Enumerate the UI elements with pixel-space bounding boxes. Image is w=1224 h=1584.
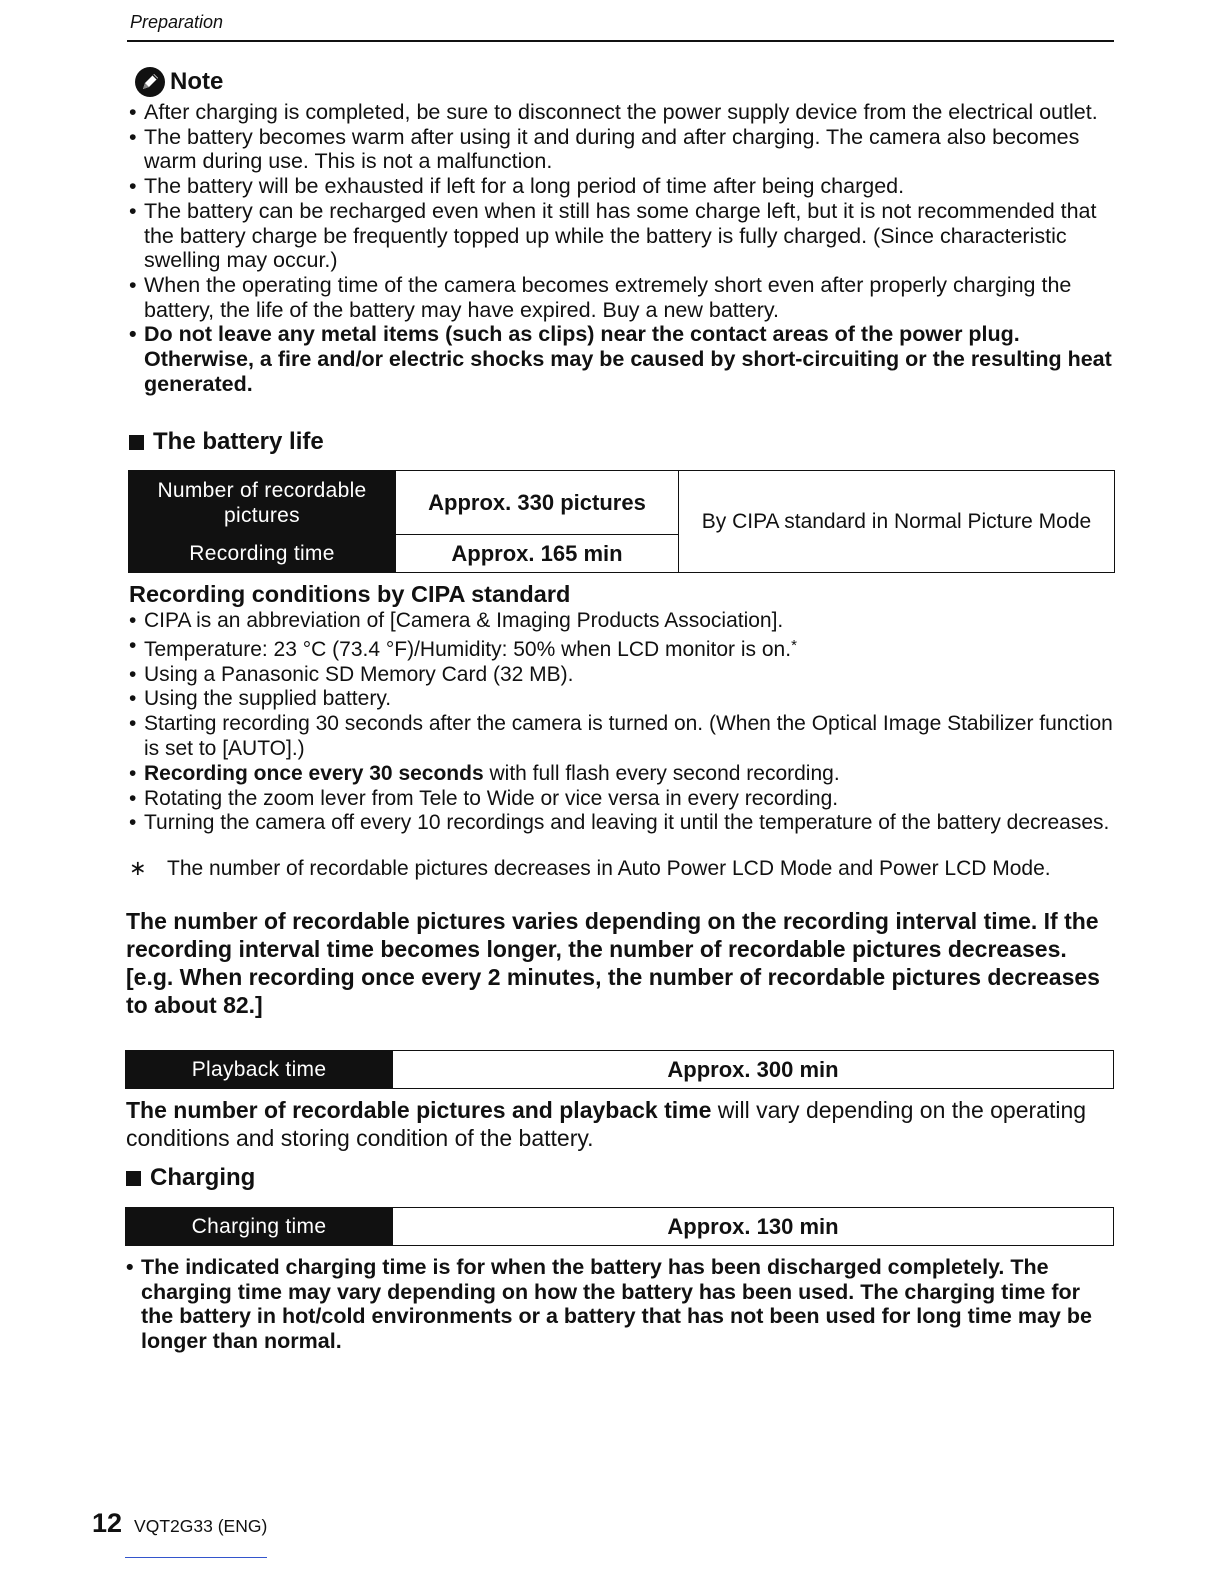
condition-item: • Using a Panasonic SD Memory Card (32 MB). <box>129 663 1115 688</box>
footnote-asterisk-icon: ∗ <box>129 857 147 880</box>
charging-time-label: Charging time <box>126 1208 393 1246</box>
table-row <box>126 1208 1114 1246</box>
condition-item: • Starting recording 30 seconds after the camera is turned on. (When the Optical Image Stabilizer function is set to [AUTO].) <box>129 712 1115 762</box>
battery-life-heading <box>129 428 324 456</box>
condition-text: with full flash every second recording. <box>489 761 840 785</box>
charging-notes <box>126 1255 1116 1354</box>
condition-item: • Rotating the zoom lever from Tele to Wide or vice versa in every recording. <box>129 787 1115 812</box>
playback-time-value: Approx. 300 min <box>393 1051 1114 1089</box>
footer-rule <box>125 1557 267 1558</box>
square-bullet-icon <box>126 1171 141 1186</box>
playback-note-rest: will vary depending on the operating conditions and storing condition of the battery. <box>126 1097 1087 1151</box>
battery-life-table <box>128 470 1115 573</box>
note-list <box>129 100 1115 396</box>
charging-time-table <box>125 1207 1114 1246</box>
condition-text: Temperature: 23 °C (73.4 °F)/Humidity: 50% when LCD monitor is on. <box>144 637 792 661</box>
playback-note <box>126 1096 1116 1152</box>
note-title: Note <box>170 68 224 95</box>
recordable-pictures-value: Approx. 330 pictures <box>396 471 679 535</box>
note-item: • The battery will be exhausted if left for a long period of time after being charged. <box>129 174 1115 199</box>
section-header: Preparation <box>130 12 224 32</box>
condition-item <box>129 762 1115 787</box>
page-number: 12 <box>92 1508 123 1538</box>
condition-item: • Using the supplied battery. <box>129 687 1115 712</box>
recording-time-label: Recording time <box>129 535 396 573</box>
playback-time-table <box>125 1050 1114 1089</box>
asterisk-mark: * <box>791 636 797 654</box>
footnote-text: The number of recordable pictures decreases in Auto Power LCD Mode and Power LCD Mode. <box>167 857 1051 880</box>
table-row <box>126 1051 1114 1089</box>
note-item-warning: • Do not leave any metal items (such as clips) near the contact areas of the power plug. Otherwise, a fire and/or electric shocks may be caused by short-circuiting or the resulting heat generated. <box>129 322 1115 396</box>
cipa-note-cell: By CIPA standard in Normal Picture Mode <box>679 471 1115 573</box>
recording-conditions-list <box>129 609 1115 836</box>
note-item: • After charging is completed, be sure to disconnect the power supply device from the electrical outlet. <box>129 100 1115 125</box>
asterisk-footnote <box>129 856 1109 881</box>
battery-life-title: The battery life <box>153 428 324 455</box>
table-row <box>129 471 1115 535</box>
note-heading <box>134 66 223 98</box>
charging-note-item: • The indicated charging time is for when the battery has been discharged completely. The charging time may vary depending on how the battery has been used. The charging time for the battery in hot/cold environments or a battery that has not been used for long time may be longer than normal. <box>126 1255 1116 1354</box>
note-item: • The battery becomes warm after using it and during and after charging. The camera also becomes warm during use. This is not a malfunction. <box>129 125 1115 174</box>
note-item: • The battery can be recharged even when it still has some charge left, but it is not recommended that the battery charge be frequently topped up while the battery is fully charged. (Since characteristic swelling may occur.) <box>129 199 1115 273</box>
header-rule <box>127 40 1114 42</box>
note-pencil-icon <box>134 66 166 98</box>
condition-item: • Turning the camera off every 10 recordings and leaving it until the temperature of the battery decreases. <box>129 811 1115 836</box>
square-bullet-icon <box>129 435 144 450</box>
recordable-pictures-label: Number of recordable pictures <box>129 471 396 535</box>
playback-note-bold: The number of recordable pictures and playback time <box>126 1097 712 1123</box>
model-code: VQT2G33 (ENG) <box>134 1516 268 1536</box>
charging-heading <box>126 1164 255 1192</box>
page-footer <box>92 1508 267 1539</box>
recording-time-value: Approx. 165 min <box>396 535 679 573</box>
recording-interval-note: The number of recordable pictures varies depending on the recording interval time. If the recording interval time becomes longer, the number of recordable pictures decreases. [e.g. When recording once every 2 minutes, the number of recordable pictures decreases to about 82.] <box>126 908 1100 1018</box>
condition-bold-text: Recording once every 30 seconds <box>144 761 484 785</box>
condition-item: • CIPA is an abbreviation of [Camera & Imaging Products Association]. <box>129 609 1115 634</box>
playback-time-label: Playback time <box>126 1051 393 1089</box>
note-item: • When the operating time of the camera becomes extremely short even after properly charging the battery, the life of the battery may have expired. Buy a new battery. <box>129 273 1115 322</box>
charging-title: Charging <box>150 1164 256 1191</box>
charging-time-value: Approx. 130 min <box>393 1208 1114 1246</box>
condition-item <box>129 634 1115 663</box>
recording-conditions-heading: Recording conditions by CIPA standard <box>129 581 571 607</box>
